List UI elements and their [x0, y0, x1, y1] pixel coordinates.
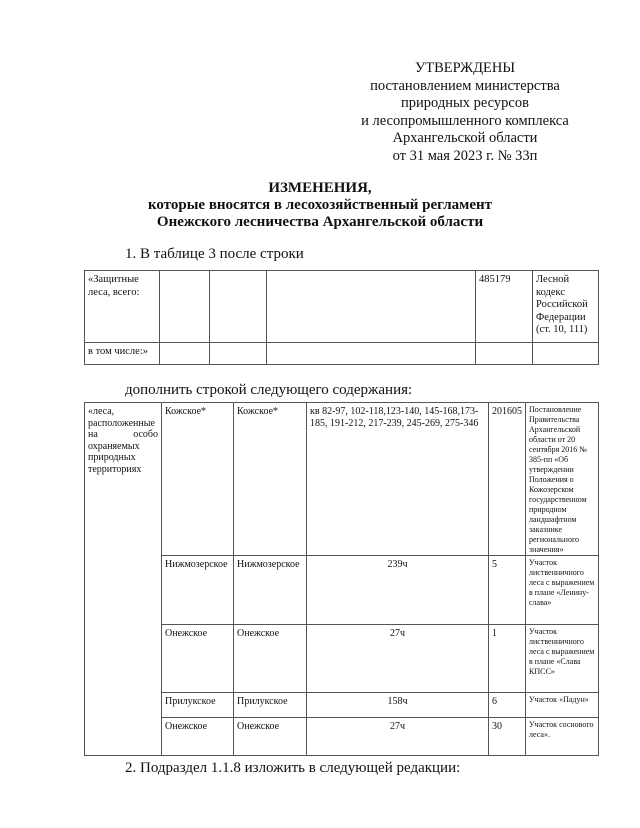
table-cell: Участок соснового леса».: [526, 718, 599, 756]
document-subtitle-line2: Онежского лесничества Архангельской области: [156, 214, 484, 230]
approval-block: [330, 60, 600, 165]
table-cell-first-col: «леса, расположенные на особо охраняемых природных территориях: [85, 403, 162, 756]
table-row: [85, 403, 599, 556]
approval-line: природных ресурсов: [401, 95, 529, 111]
table-cell: Участок лиственничного леса с выражением в плане «Слава КПСС»: [526, 625, 599, 693]
table-cell: [533, 343, 599, 365]
table-cell: Прилукское: [234, 693, 307, 718]
table-cell: [160, 343, 210, 365]
table-cell: 27ч: [307, 718, 489, 756]
table-cell: 27ч: [307, 625, 489, 693]
table-new-row: [84, 402, 599, 756]
table-cell: Онежское: [234, 718, 307, 756]
table-cell: кв 82-97, 102-118,123-140, 145-168,173-185, 191-212, 217-239, 245-269, 275-346: [307, 403, 489, 556]
table-cell: 239ч: [307, 556, 489, 625]
document-title: ИЗМЕНЕНИЯ,: [268, 180, 372, 196]
table-cell: Участок лиственничного леса с выражением в плане «Ленину-слава»: [526, 556, 599, 625]
table-row: [85, 343, 599, 365]
approval-line: и лесопромышленного комплекса: [361, 112, 569, 129]
table-cell: 5: [489, 556, 526, 625]
table-cell: 201605: [489, 403, 526, 556]
paragraph-2: дополнить строкой следующего содержания:: [125, 382, 413, 398]
approval-line: от 31 мая 2023 г. № 33п: [392, 147, 538, 164]
table-row: [85, 693, 599, 718]
table-cell: Онежское: [162, 625, 234, 693]
approval-line: Архангельской области: [392, 130, 538, 146]
table-cell: 30: [489, 718, 526, 756]
table-row: [85, 556, 599, 625]
table-cell: 485179: [476, 271, 533, 343]
table-row: [85, 718, 599, 756]
table-cell: в том числе:»: [85, 343, 160, 365]
table-cell: Нижмозерское: [162, 556, 234, 625]
table-cell: 1: [489, 625, 526, 693]
document-subtitle-line1: которые вносятся в лесохозяйственный регламент: [147, 197, 493, 213]
table-cell: «Защитные леса, всего:: [85, 271, 160, 343]
table-cell: Кожское*: [234, 403, 307, 556]
table-row: [85, 271, 599, 343]
approval-line: постановлением министерства: [370, 77, 560, 94]
table-cell: 6: [489, 693, 526, 718]
table-cell: [210, 271, 267, 343]
table-cell: Участок «Падун»: [526, 693, 599, 718]
table-cell: Онежское: [162, 718, 234, 756]
table-cell: 158ч: [307, 693, 489, 718]
paragraph-1: 1. В таблице 3 после строки: [125, 246, 304, 262]
table-cell: Лесной кодекс Российской Федерации (ст. 10, 111): [533, 271, 599, 343]
table-cell: [476, 343, 533, 365]
table-row: [85, 625, 599, 693]
table-cell: Прилукское: [162, 693, 234, 718]
table-cell: [267, 343, 476, 365]
table-existing-row: [84, 270, 599, 365]
table-cell: [160, 271, 210, 343]
table-cell: Кожское*: [162, 403, 234, 556]
table-cell: [267, 271, 476, 343]
table-cell: Постановление Правительства Архангельской области от 20 сентября 2016 № 385-пп «Об утверждении Положения о Кожозерском государственном природном ландшафтном заказнике регионального значения»: [526, 403, 599, 556]
paragraph-3: 2. Подраздел 1.1.8 изложить в следующей редакции:: [125, 760, 461, 776]
approval-line: УТВЕРЖДЕНЫ: [414, 60, 516, 76]
table-cell: Онежское: [234, 625, 307, 693]
table-cell: [210, 343, 267, 365]
table-cell: Нижмозерское: [234, 556, 307, 625]
